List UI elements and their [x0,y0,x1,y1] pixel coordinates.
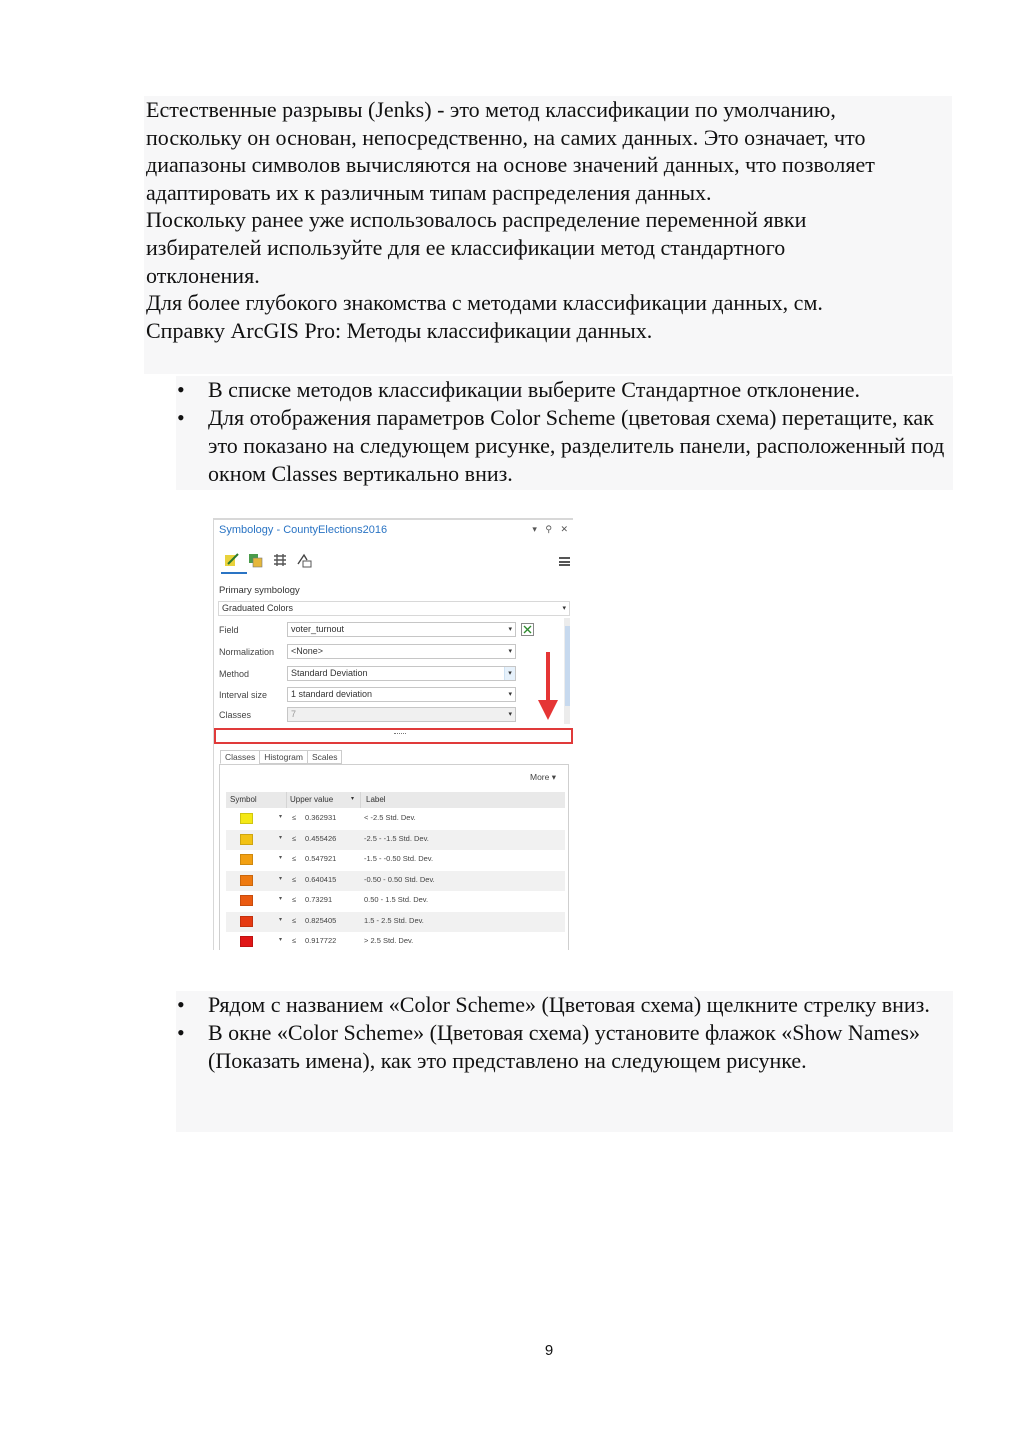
class-label[interactable]: < -2.5 Std. Dev. [364,813,416,822]
list-item: • Для отображения параметров Color Scheme (цветовая схема) перетащите, как это показано на следующем рисунке, разделитель панели, расположенный под окном Classes вертикально вниз. [176,404,953,488]
interval-size-value: 1 standard deviation [291,689,373,699]
paintbrush-icon[interactable] [224,552,240,568]
field-label: Field [219,625,239,635]
less-equal-symbol: ≤ [292,833,297,843]
chevron-down-icon: ▾ [508,626,512,633]
upper-value[interactable]: 0.917722 [305,936,337,945]
chevron-down-icon[interactable]: ▾ [279,896,283,902]
paragraph-line: диапазоны символов вычисляются на основе значений данных, что позволяет [146,152,875,178]
upper-value[interactable]: 0.455426 [305,833,337,843]
label-icon[interactable] [296,552,312,568]
class-label[interactable]: -1.5 - -0.50 Std. Dev. [364,854,434,863]
paragraph-line: избирателей используйте для ее классификации метод стандартного [146,234,786,260]
upper-value[interactable]: 0.640415 [305,874,337,884]
paragraph-line: адаптировать их к различным типам распределения данных. [146,179,712,205]
less-equal-symbol: ≤ [292,854,297,863]
pane-title: Symbology - CountyElections2016 [219,524,388,536]
table-row[interactable] [226,932,565,950]
pane-splitter[interactable] [214,728,573,744]
pane-controls[interactable]: ▾ ⚲ ✕ [532,524,571,534]
paragraph-line: Справку ArcGIS Pro: Методы классификации данных. [146,317,653,343]
symbol-swatch[interactable] [240,875,253,886]
chevron-down-icon[interactable]: ▾ [279,937,283,943]
class-label[interactable]: -0.50 - 0.50 Std. Dev. [364,874,435,884]
class-label[interactable]: -2.5 - -1.5 Std. Dev. [364,833,429,843]
instruction-list-1 [176,376,953,490]
table-row[interactable] [226,871,565,891]
chevron-down-icon: ▾ [508,711,512,718]
active-tab-indicator [221,572,247,574]
sort-icon[interactable]: ▾ [351,796,355,802]
column-upper-value[interactable]: Upper value [290,795,334,804]
scrollbar-thumb[interactable] [565,626,570,706]
symbol-swatch[interactable] [240,895,253,906]
splitter-grip-icon[interactable] [394,733,406,735]
column-divider [286,792,287,808]
field-dropdown[interactable] [287,622,516,637]
chevron-down-icon[interactable]: ▾ [279,834,283,841]
chevron-down-icon: ▾ [508,648,512,655]
classes-label: Classes [219,710,252,720]
class-label[interactable]: 1.5 - 2.5 Std. Dev. [364,915,424,925]
upper-value[interactable]: 0.825405 [305,915,337,925]
classes-table-header [226,792,565,808]
table-row[interactable] [226,850,565,870]
chevron-down-icon[interactable]: ▾ [279,916,283,923]
classes-value: 7 [291,709,297,719]
table-row[interactable] [226,891,565,911]
tab-classes[interactable]: Classes [220,750,260,764]
less-equal-symbol: ≤ [292,915,297,925]
column-label[interactable]: Label [366,795,386,804]
less-equal-symbol: ≤ [292,874,297,884]
page-number: 9 [544,1342,554,1359]
upper-value[interactable]: 0.547921 [305,854,337,863]
table-row[interactable] [226,830,565,850]
chevron-down-icon[interactable]: ▾ [279,875,283,882]
list-item: • В окне «Color Scheme» (Цветовая схема) установите флажок «Show Names» (Показать имена), как это представлено на следующем рисунке. [176,1019,953,1075]
layers-icon[interactable] [248,552,264,568]
table-row[interactable] [226,912,565,932]
list-item: • Рядом с названием «Color Scheme» (Цветовая схема) щелкните стрелку вниз. [176,991,953,1019]
classes-tabs [220,750,341,765]
less-equal-symbol: ≤ [292,895,297,904]
tab-histogram[interactable]: Histogram [259,750,308,764]
normalization-value: <None> [291,646,324,656]
classes-dropdown [287,707,516,722]
less-equal-symbol: ≤ [292,813,297,822]
upper-value[interactable]: 0.73291 [305,895,333,904]
arrow-down-icon [536,650,560,722]
method-label: Method [219,669,250,679]
interval-size-dropdown[interactable] [287,687,516,702]
paragraph-line: Для более глубокого знакомства с методами классификации данных, см. [146,290,823,316]
chevron-down-icon[interactable]: ▾ [279,814,283,820]
normalization-label: Normalization [219,647,275,657]
chevron-down-icon[interactable]: ▾ [279,855,283,861]
class-label[interactable]: > 2.5 Std. Dev. [364,936,414,945]
symbol-swatch[interactable] [240,916,253,927]
chevron-down-icon: ▾ [562,605,566,612]
less-equal-symbol: ≤ [292,936,297,945]
symbology-screenshot [213,518,573,950]
intro-text-block [144,96,952,374]
table-row[interactable] [226,809,565,829]
more-label: More [530,772,550,782]
class-label[interactable]: 0.50 - 1.5 Std. Dev. [364,895,429,904]
method-value: Standard Deviation [291,668,368,678]
list-item: • В списке методов классификации выберите Стандартное отклонение. [176,376,953,404]
upper-value[interactable]: 0.362931 [305,813,337,822]
interval-size-label: Interval size [219,690,268,700]
method-dropdown[interactable] [287,666,516,681]
pane-titlebar [214,518,573,540]
symbols-icon[interactable] [272,552,288,568]
symbol-swatch[interactable] [240,854,253,865]
column-divider [360,792,361,808]
primary-symbology-value: Graduated Colors [222,603,294,613]
instruction-list-2 [176,991,953,1132]
paragraph-line: отклонения. [146,262,260,288]
menu-icon[interactable] [559,557,570,566]
paragraph-line: Поскольку ранее уже использовалось распределение переменной явки [146,207,807,233]
primary-symbology-label: Primary symbology [219,585,300,596]
column-symbol[interactable]: Symbol [230,795,257,804]
tab-scales[interactable]: Scales [307,750,343,764]
symbol-swatch[interactable] [240,834,253,845]
chevron-down-icon: ▾ [508,691,512,698]
field-value: voter_turnout [291,624,345,634]
chevron-down-icon: ▾ [504,667,515,680]
paragraph-line: Естественные разрывы (Jenks) - это метод классификации по умолчанию, [146,97,836,122]
more-menu[interactable] [530,772,556,783]
primary-symbology-dropdown[interactable] [218,601,570,616]
expression-icon[interactable] [521,623,534,636]
normalization-dropdown[interactable] [287,644,516,659]
chevron-down-icon: ▾ [551,772,557,782]
symbol-swatch[interactable] [240,813,253,824]
paragraph-line: поскольку он основан, непосредственно, на самих данных. Это означает, что [146,124,866,150]
symbol-swatch[interactable] [240,936,253,947]
